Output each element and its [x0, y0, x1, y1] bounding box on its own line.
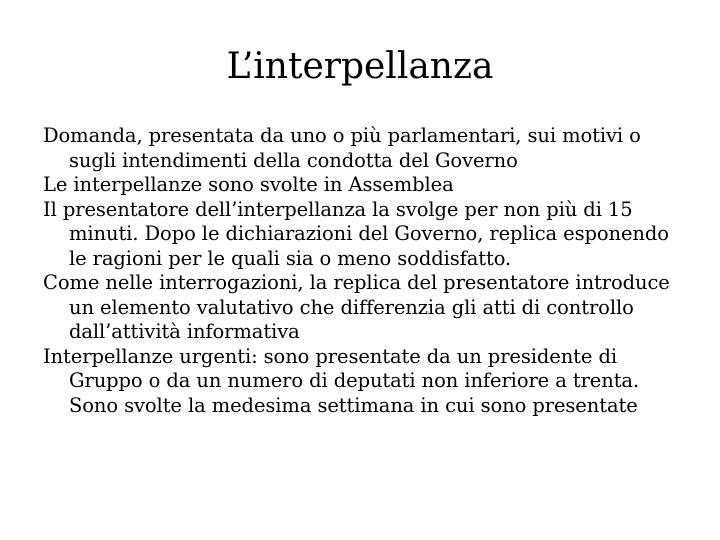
paragraph-assembly: Le interpellanze sono svolte in Assemblea: [43, 173, 454, 196]
paragraph-definition: Domanda, presentata da uno o più parlamentari, sui motivi o sugli intendimenti della condotta del Governo: [43, 124, 641, 172]
paragraph-reply: Come nelle interrogazioni, la replica del presentatore introduce un elemento valutativo che differenzia gli atti di controllo dall’attività informativa: [43, 271, 670, 343]
paragraph-urgent: Interpellanze urgenti: sono presentate da un presidente di Gruppo o da un numero di deputati non inferiore a trenta. Sono svolte la medesima settimana in cui sono presentate: [43, 344, 640, 417]
slide-title: L’interpellanza: [226, 46, 494, 87]
slide-body: [43, 124, 683, 418]
paragraph-presenter: Il presentatore dell’interpellanza la svolge per non più di 15 minuti. Dopo le dichiarazioni del Governo, replica esponendo le ragioni per le quali sia o meno soddisfatto.: [43, 197, 669, 270]
